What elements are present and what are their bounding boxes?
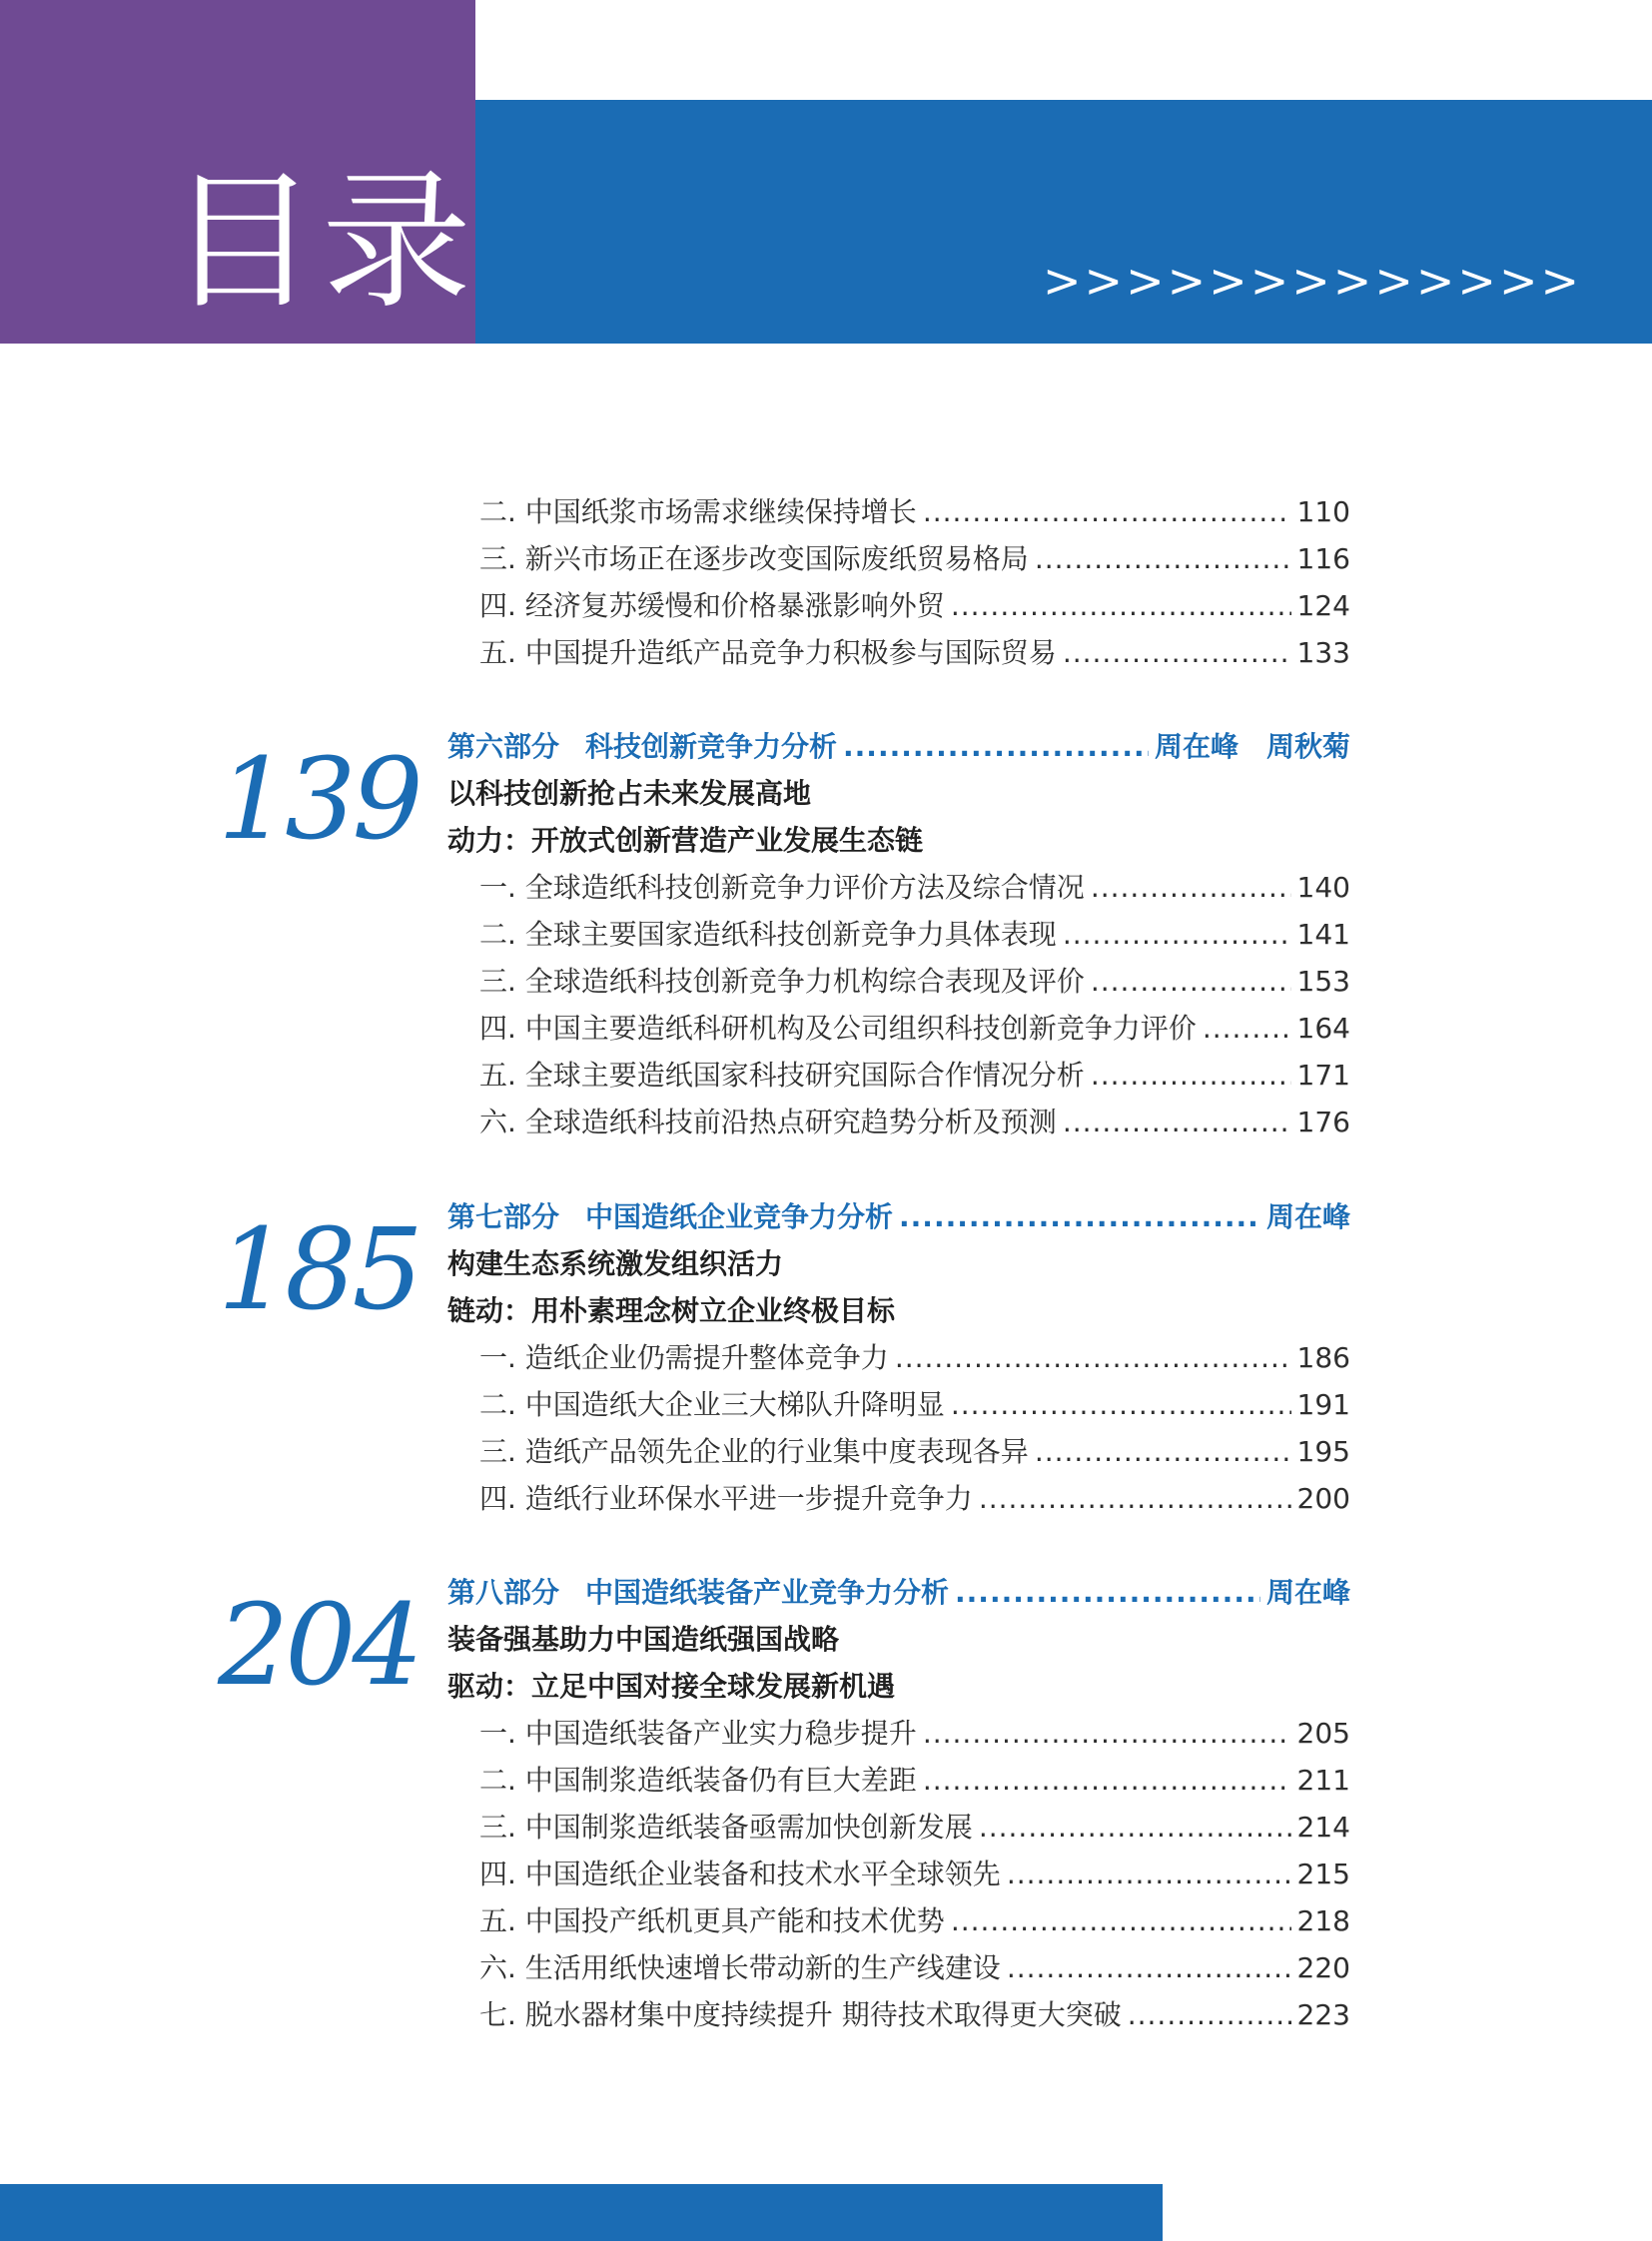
leader-dots (951, 1904, 1291, 1938)
toc-item[interactable] (479, 1435, 1350, 1469)
section-author: 周在峰 周秋菊 (1154, 730, 1350, 763)
leader-dots (951, 1388, 1291, 1422)
toc-item-page: 110 (1296, 495, 1350, 528)
leader-dots (1128, 1998, 1291, 2032)
leader-dots (1091, 871, 1291, 905)
leader-dots (895, 1341, 1291, 1375)
section-title: 科技创新竞争力分析 (585, 730, 838, 763)
toc-item[interactable] (479, 636, 1350, 670)
toc-item-label: 二. 中国造纸大企业三大梯队升降明显 (479, 1388, 945, 1421)
toc-item-page: 200 (1296, 1482, 1350, 1515)
toc-item-page: 205 (1296, 1717, 1350, 1750)
toc-item[interactable] (479, 1998, 1350, 2032)
leader-dots (1063, 918, 1291, 952)
toc-item[interactable] (479, 1904, 1350, 1938)
toc-item-page: 176 (1296, 1106, 1350, 1138)
toc-item-page: 223 (1296, 1998, 1350, 2031)
toc-item-label: 一. 全球造纸科技创新竞争力评价方法及综合情况 (479, 871, 1085, 904)
section-tagline: 驱动：立足中国对接全球发展新机遇 (447, 1670, 896, 1703)
section-heading[interactable] (447, 730, 1350, 764)
toc-item-page: 133 (1296, 636, 1350, 669)
leader-dots (955, 1576, 1260, 1610)
toc-item-page: 140 (1296, 871, 1350, 904)
toc-item-page: 171 (1296, 1059, 1350, 1092)
toc-item-page: 124 (1296, 589, 1350, 622)
section-tagline: 链动：用朴素理念树立企业终极目标 (447, 1294, 896, 1327)
toc-item-label: 二. 中国制浆造纸装备仍有巨大差距 (479, 1764, 917, 1797)
toc-item[interactable] (479, 918, 1350, 952)
toc-item[interactable] (479, 1388, 1350, 1422)
leader-dots (1063, 636, 1291, 670)
section-title: 中国造纸企业竞争力分析 (585, 1200, 894, 1233)
section-part: 第八部分 (447, 1576, 560, 1609)
section-start-page: 204 (218, 1581, 419, 1711)
leader-dots (843, 730, 1149, 764)
toc-item[interactable] (479, 589, 1350, 623)
leader-dots (979, 1811, 1291, 1845)
toc-item-page: 220 (1296, 1951, 1350, 1984)
toc-item[interactable] (479, 542, 1350, 576)
section-title: 中国造纸装备产业竞争力分析 (585, 1576, 950, 1609)
leader-dots (923, 1717, 1291, 1751)
toc-item-page: 215 (1296, 1858, 1350, 1890)
toc-item[interactable] (479, 1341, 1350, 1375)
section-subtitle: 以科技创新抢占未来发展高地 (447, 777, 812, 810)
toc-item-label: 六. 生活用纸快速增长带动新的生产线建设 (479, 1951, 1001, 1984)
toc-item[interactable] (479, 1482, 1350, 1516)
toc-item-label: 四. 中国主要造纸科研机构及公司组织科技创新竞争力评价 (479, 1012, 1197, 1045)
toc-item-label: 三. 造纸产品领先企业的行业集中度表现各异 (479, 1435, 1029, 1468)
toc-item[interactable] (479, 1811, 1350, 1845)
toc-item-label: 二. 全球主要国家造纸科技创新竞争力具体表现 (479, 918, 1057, 951)
toc-item-label: 四. 中国造纸企业装备和技术水平全球领先 (479, 1858, 1001, 1890)
toc-item-page: 214 (1296, 1811, 1350, 1844)
toc-item-page: 116 (1296, 542, 1350, 575)
toc-item-label: 一. 造纸企业仍需提升整体竞争力 (479, 1341, 889, 1374)
section-subtitle: 构建生态系统激发组织活力 (447, 1247, 784, 1280)
section-heading[interactable] (447, 1576, 1350, 1610)
leader-dots (1007, 1951, 1291, 1985)
toc-item[interactable] (479, 1059, 1350, 1093)
toc-item[interactable] (479, 1858, 1350, 1891)
toc-item-page: 153 (1296, 965, 1350, 998)
toc-item-label: 三. 全球造纸科技创新竞争力机构综合表现及评价 (479, 965, 1085, 998)
toc-item-label: 五. 全球主要造纸国家科技研究国际合作情况分析 (479, 1059, 1085, 1092)
leader-dots (1035, 542, 1291, 576)
toc-item[interactable] (479, 871, 1350, 905)
toc-item-label: 一. 中国造纸装备产业实力稳步提升 (479, 1717, 917, 1750)
toc-item-page: 164 (1296, 1012, 1350, 1045)
toc-item[interactable] (479, 1012, 1350, 1046)
toc-item[interactable] (479, 495, 1350, 529)
footer-blue-bar (0, 2184, 1163, 2241)
chevron-decoration: >>>>>>>>>>>>> (1043, 254, 1583, 308)
page-title: 目录 (168, 156, 476, 330)
leader-dots (979, 1482, 1291, 1516)
leader-dots (899, 1200, 1260, 1234)
section-start-page: 185 (218, 1205, 419, 1335)
toc-item-page: 141 (1296, 918, 1350, 951)
leader-dots (1035, 1435, 1291, 1469)
toc-item-label: 四. 经济复苏缓慢和价格暴涨影响外贸 (479, 589, 945, 622)
section-part: 第七部分 (447, 1200, 560, 1233)
section-heading[interactable] (447, 1200, 1350, 1234)
toc-item[interactable] (479, 965, 1350, 999)
toc-item[interactable] (479, 1717, 1350, 1751)
toc-item-label: 三. 中国制浆造纸装备亟需加快创新发展 (479, 1811, 973, 1844)
section-tagline: 动力：开放式创新营造产业发展生态链 (447, 824, 924, 857)
toc-item-label: 五. 中国投产纸机更具产能和技术优势 (479, 1904, 945, 1937)
leader-dots (951, 589, 1291, 623)
section-subtitle: 装备强基助力中国造纸强国战略 (447, 1623, 840, 1656)
toc-item-page: 218 (1296, 1904, 1350, 1937)
toc-item-label: 七. 脱水器材集中度持续提升 期待技术取得更大突破 (479, 1998, 1122, 2031)
toc-item-label: 四. 造纸行业环保水平进一步提升竞争力 (479, 1482, 973, 1515)
leader-dots (1091, 965, 1291, 999)
leader-dots (1203, 1012, 1291, 1046)
toc-item-label: 二. 中国纸浆市场需求继续保持增长 (479, 495, 917, 528)
toc-item-label: 三. 新兴市场正在逐步改变国际废纸贸易格局 (479, 542, 1029, 575)
section-start-page: 139 (218, 735, 419, 865)
leader-dots (923, 495, 1291, 529)
toc-item-page: 195 (1296, 1435, 1350, 1468)
section-author: 周在峰 (1265, 1576, 1350, 1609)
leader-dots (1091, 1059, 1291, 1093)
leader-dots (923, 1764, 1291, 1798)
section-author: 周在峰 (1265, 1200, 1350, 1233)
toc-item-label: 五. 中国提升造纸产品竞争力积极参与国际贸易 (479, 636, 1057, 669)
leader-dots (1007, 1858, 1291, 1891)
leader-dots (1063, 1106, 1291, 1139)
toc-item-page: 186 (1296, 1341, 1350, 1374)
toc-item[interactable] (479, 1951, 1350, 1985)
toc-item[interactable] (479, 1764, 1350, 1798)
toc-item[interactable] (479, 1106, 1350, 1139)
section-part: 第六部分 (447, 730, 560, 763)
toc-item-label: 六. 全球造纸科技前沿热点研究趋势分析及预测 (479, 1106, 1057, 1138)
toc-item-page: 211 (1296, 1764, 1350, 1797)
toc-item-page: 191 (1296, 1388, 1350, 1421)
